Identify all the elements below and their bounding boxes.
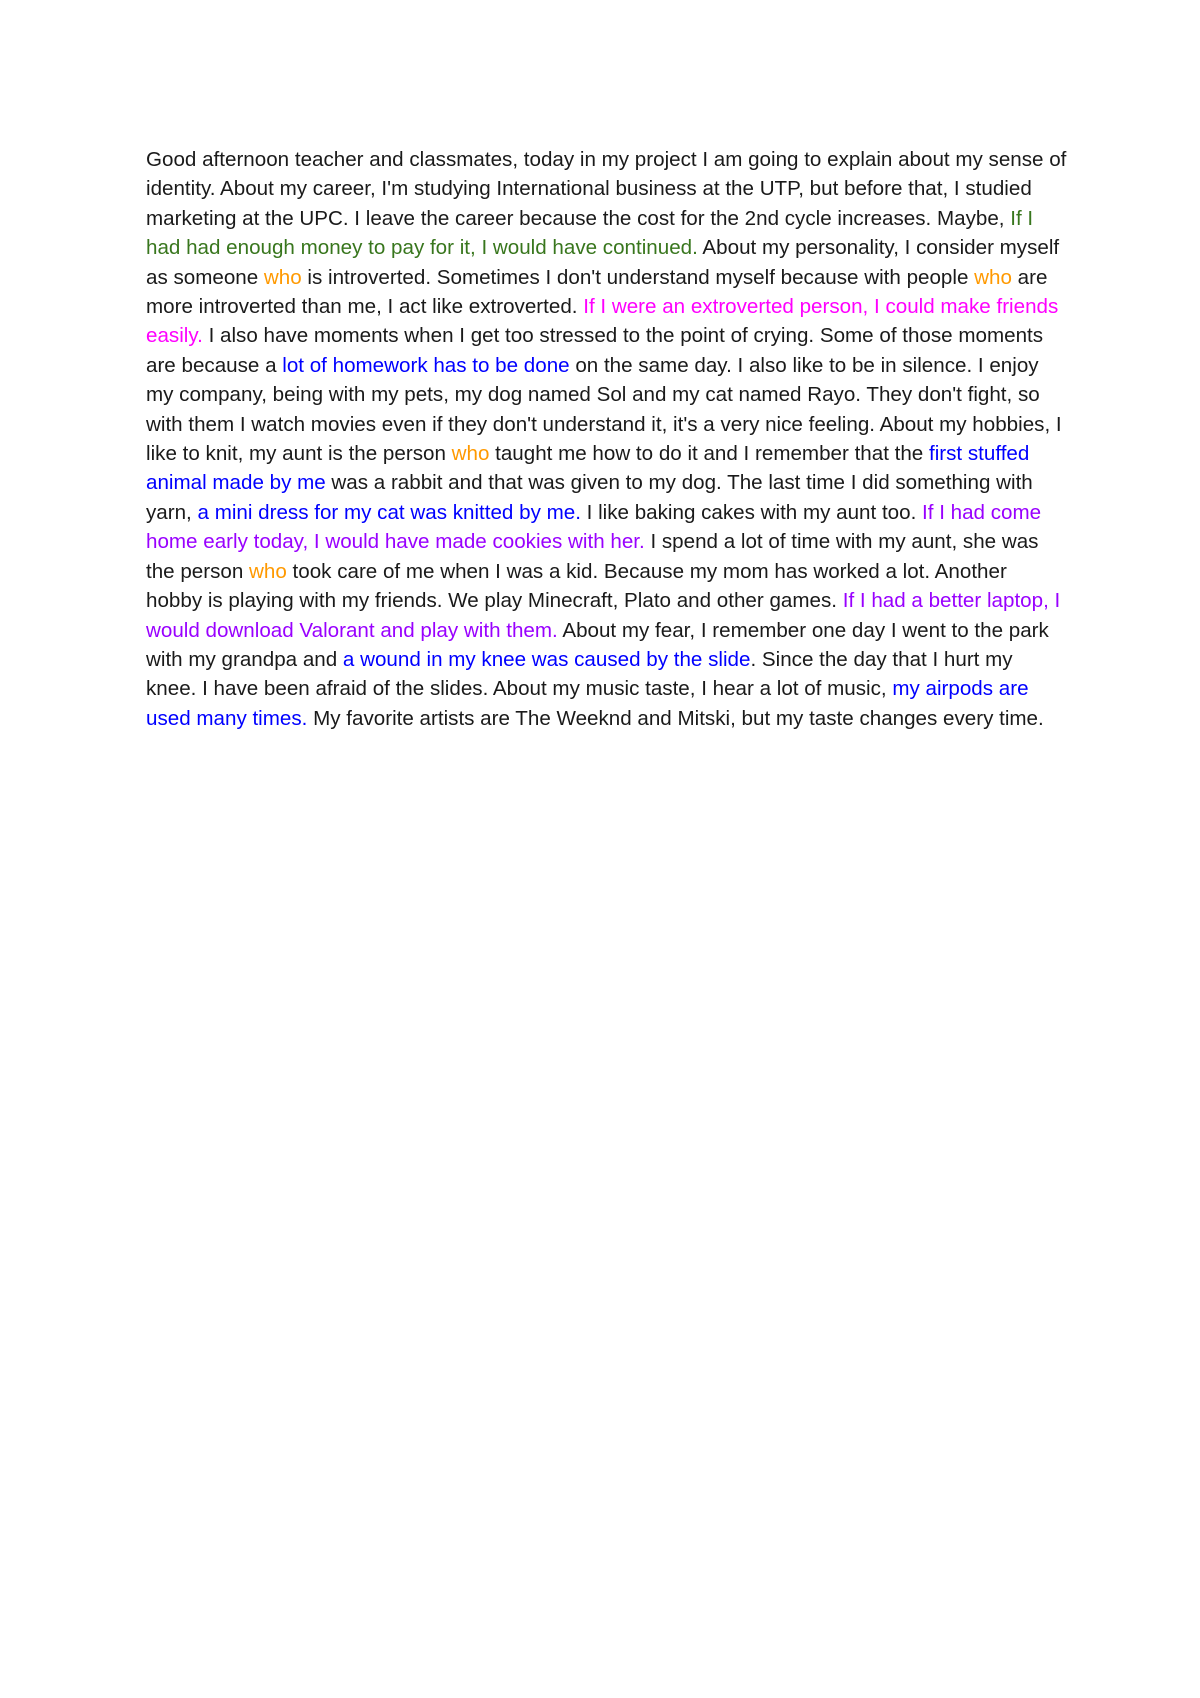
text-segment: took care of me when I was a kid. Because my mom has worked a lot. Another hobby is playing with my friends. We play Minecraft, Plato and other games. <box>146 559 1007 613</box>
highlighted-third-conditional: If I had had enough money to pay for it, I would have continued. <box>146 206 1034 260</box>
highlighted-mixed-conditional: If I had come home early today, I would have made cookies with her. <box>146 500 1042 554</box>
highlighted-relative-pronoun: who <box>263 265 302 289</box>
text-segment: taught me how to do it and I remember that the <box>489 442 929 466</box>
highlighted-second-conditional: If I were an extroverted person, I could make friends easily. <box>146 295 1059 348</box>
text-segment: Good afternoon teacher and classmates, today in my project I am going to explain about my sense of identity. About my career, I'm studying International business at the UTP, but before that, I studied marketing at the UPC. I leave the career because the cost for the 2nd cycle increases. Maybe, <box>146 148 1067 230</box>
essay-paragraph <box>146 145 1068 733</box>
text-segment: About my fear, I remember one day I went to the park with my grandpa and <box>146 618 1049 671</box>
text-segment: are more introverted than me, I act like extroverted. <box>146 265 1048 319</box>
text-segment: is introverted. Sometimes I don't understand myself because with people <box>301 265 975 289</box>
text-segment: I spend a lot of time with my aunt, she was the person <box>146 530 1039 583</box>
text-segment: I also have moments when I get too stressed to the point of crying. Some of those moments are because a <box>146 324 1044 377</box>
text-segment: on the same day. I also like to be in silence. I enjoy my company, being with my pets, my dog named Sol and my cat named Rayo. They don't fight, so with them I watch movies even if they don't understand it, it's a very nice feeling. About my hobbies, I like to knit, my aunt is the person <box>146 353 1062 466</box>
highlighted-relative-pronoun: who <box>249 559 287 583</box>
highlighted-passive-voice: a wound in my knee was caused by the slide <box>342 647 751 671</box>
text-segment: I like baking cakes with my aunt too. <box>580 500 923 524</box>
highlighted-passive-voice: a mini dress for my cat was knitted by me. <box>197 500 581 524</box>
highlighted-passive-voice: first stuffed animal made by me <box>146 442 1030 495</box>
highlighted-relative-pronoun: who <box>974 265 1012 289</box>
text-segment: . Since the day that I hurt my knee. I have been afraid of the slides. About my music taste, I hear a lot of music, <box>146 647 1013 701</box>
highlighted-relative-pronoun: who <box>451 442 490 466</box>
text-segment: About my personality, I consider myself as someone <box>146 236 1060 289</box>
text-segment: was a rabbit and that was given to my dog. The last time I did something with yarn, <box>146 471 1033 524</box>
text-segment: My favorite artists are The Weeknd and Mitski, but my taste changes every time. <box>307 706 1044 730</box>
highlighted-second-conditional: If I had a better laptop, I would download Valorant and play with them. <box>146 589 1061 642</box>
highlighted-passive-voice: my airpods are used many times. <box>146 677 1029 730</box>
highlighted-passive-voice: lot of homework has to be done <box>282 353 570 377</box>
